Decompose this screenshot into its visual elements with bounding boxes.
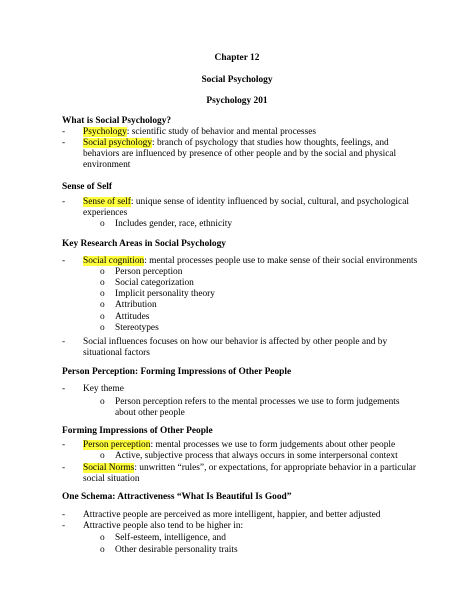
section-heading-forming-impressions: Forming Impressions of Other People	[62, 426, 213, 436]
circle-bullet: o	[100, 278, 105, 288]
sub-item-text: Person perception refers to the mental processes we use to form judgements about other people	[115, 397, 400, 419]
sub-item-text: Attitudes	[115, 312, 150, 322]
highlighted-term: Person perception	[83, 440, 151, 450]
sub-item-text: Attribution	[115, 300, 157, 310]
sub-list-item	[100, 289, 420, 300]
dash-bullet: -	[62, 256, 66, 266]
sub-list-item	[100, 300, 420, 311]
list-item	[62, 337, 422, 359]
section-heading-what-is-social-psychology: What is Social Psychology?	[62, 116, 172, 126]
circle-bullet: o	[100, 300, 105, 310]
circle-bullet: o	[100, 312, 105, 322]
section-heading-sense-of-self: Sense of Self	[62, 182, 112, 192]
circle-bullet: o	[100, 219, 105, 229]
section-heading-key-research-areas: Key Research Areas in Social Psychology	[62, 239, 226, 249]
circle-bullet: o	[100, 451, 105, 461]
definition-text: : mental processes we use to form judgements about other people	[150, 440, 396, 450]
highlighted-term: Social psychology	[83, 138, 153, 148]
dash-bullet: -	[62, 138, 66, 148]
sub-list-item	[100, 267, 420, 278]
highlighted-term: Psychology	[83, 127, 127, 137]
chapter-title: Chapter 12	[214, 53, 260, 63]
definition-text: : unique sense of identity influenced by social, cultural, and psychological experiences	[83, 197, 409, 219]
list-item	[62, 521, 422, 532]
list-item	[62, 440, 422, 451]
definition-text: : mental processes people use to make sense of their social environments	[144, 256, 418, 266]
dash-bullet: -	[62, 337, 66, 347]
definition-text: : branch of psychology that studies how thoughts, feelings, and behaviors are influenced by presence of other people and by the social and physical environment	[83, 138, 397, 171]
subject-title: Social Psychology	[201, 75, 273, 85]
circle-bullet: o	[100, 533, 105, 543]
sub-item-text: Social categorization	[115, 278, 194, 288]
item-text: Key theme	[83, 384, 124, 394]
sub-item-text: Active, subjective process that always occurs in some interpersonal context	[115, 451, 398, 461]
circle-bullet: o	[100, 397, 105, 407]
dash-bullet: -	[62, 440, 66, 450]
highlighted-term: Sense of self	[83, 197, 131, 207]
list-item	[62, 256, 422, 267]
section-heading-person-perception: Person Perception: Forming Impressions of Other People	[62, 367, 292, 377]
sub-list-item	[100, 533, 420, 544]
course-title: Psychology 201	[206, 96, 268, 106]
dash-bullet: -	[62, 384, 66, 394]
dash-bullet: -	[62, 521, 66, 531]
list-item	[62, 510, 422, 521]
sub-list-item	[100, 219, 420, 230]
sub-list-item	[100, 397, 420, 419]
list-item	[62, 197, 422, 219]
dash-bullet: -	[62, 463, 66, 473]
list-item	[62, 127, 422, 138]
item-text: Attractive people also tend to be higher in:	[83, 521, 244, 531]
list-item	[62, 463, 422, 485]
list-item	[62, 384, 422, 395]
dash-bullet: -	[62, 127, 66, 137]
sub-item-text: Other desirable personality traits	[115, 545, 238, 555]
sub-item-text: Implicit personality theory	[115, 289, 215, 299]
sub-item-text: Person perception	[115, 267, 183, 277]
sub-item-text: Stereotypes	[115, 323, 159, 333]
definition-text: : scientific study of behavior and mental processes	[126, 127, 317, 137]
definition-text: : unwritten “rules”, or expectations, for appropriate behavior in a particular social situation	[83, 463, 416, 485]
sub-list-item	[100, 545, 420, 556]
sub-list-item	[100, 451, 420, 462]
list-item	[62, 138, 422, 172]
sub-list-item	[100, 278, 420, 289]
highlighted-term: Social Norms	[83, 463, 135, 473]
sub-item-text: Includes gender, race, ethnicity	[115, 219, 233, 229]
section-heading-attractiveness-schema: One Schema: Attractiveness “What Is Beautiful Is Good”	[62, 492, 292, 502]
sub-list-item	[100, 323, 420, 334]
item-text: Attractive people are perceived as more intelligent, happier, and better adjusted	[83, 510, 381, 520]
item-text: Social influences focuses on how our behavior is affected by other people and by situational factors	[83, 337, 388, 359]
circle-bullet: o	[100, 323, 105, 333]
circle-bullet: o	[100, 545, 105, 555]
dash-bullet: -	[62, 197, 66, 207]
sub-item-text: Self-esteem, intelligence, and	[115, 533, 226, 543]
dash-bullet: -	[62, 510, 66, 520]
sub-list-item	[100, 312, 420, 323]
circle-bullet: o	[100, 289, 105, 299]
circle-bullet: o	[100, 267, 105, 277]
highlighted-term: Social cognition	[83, 256, 145, 266]
